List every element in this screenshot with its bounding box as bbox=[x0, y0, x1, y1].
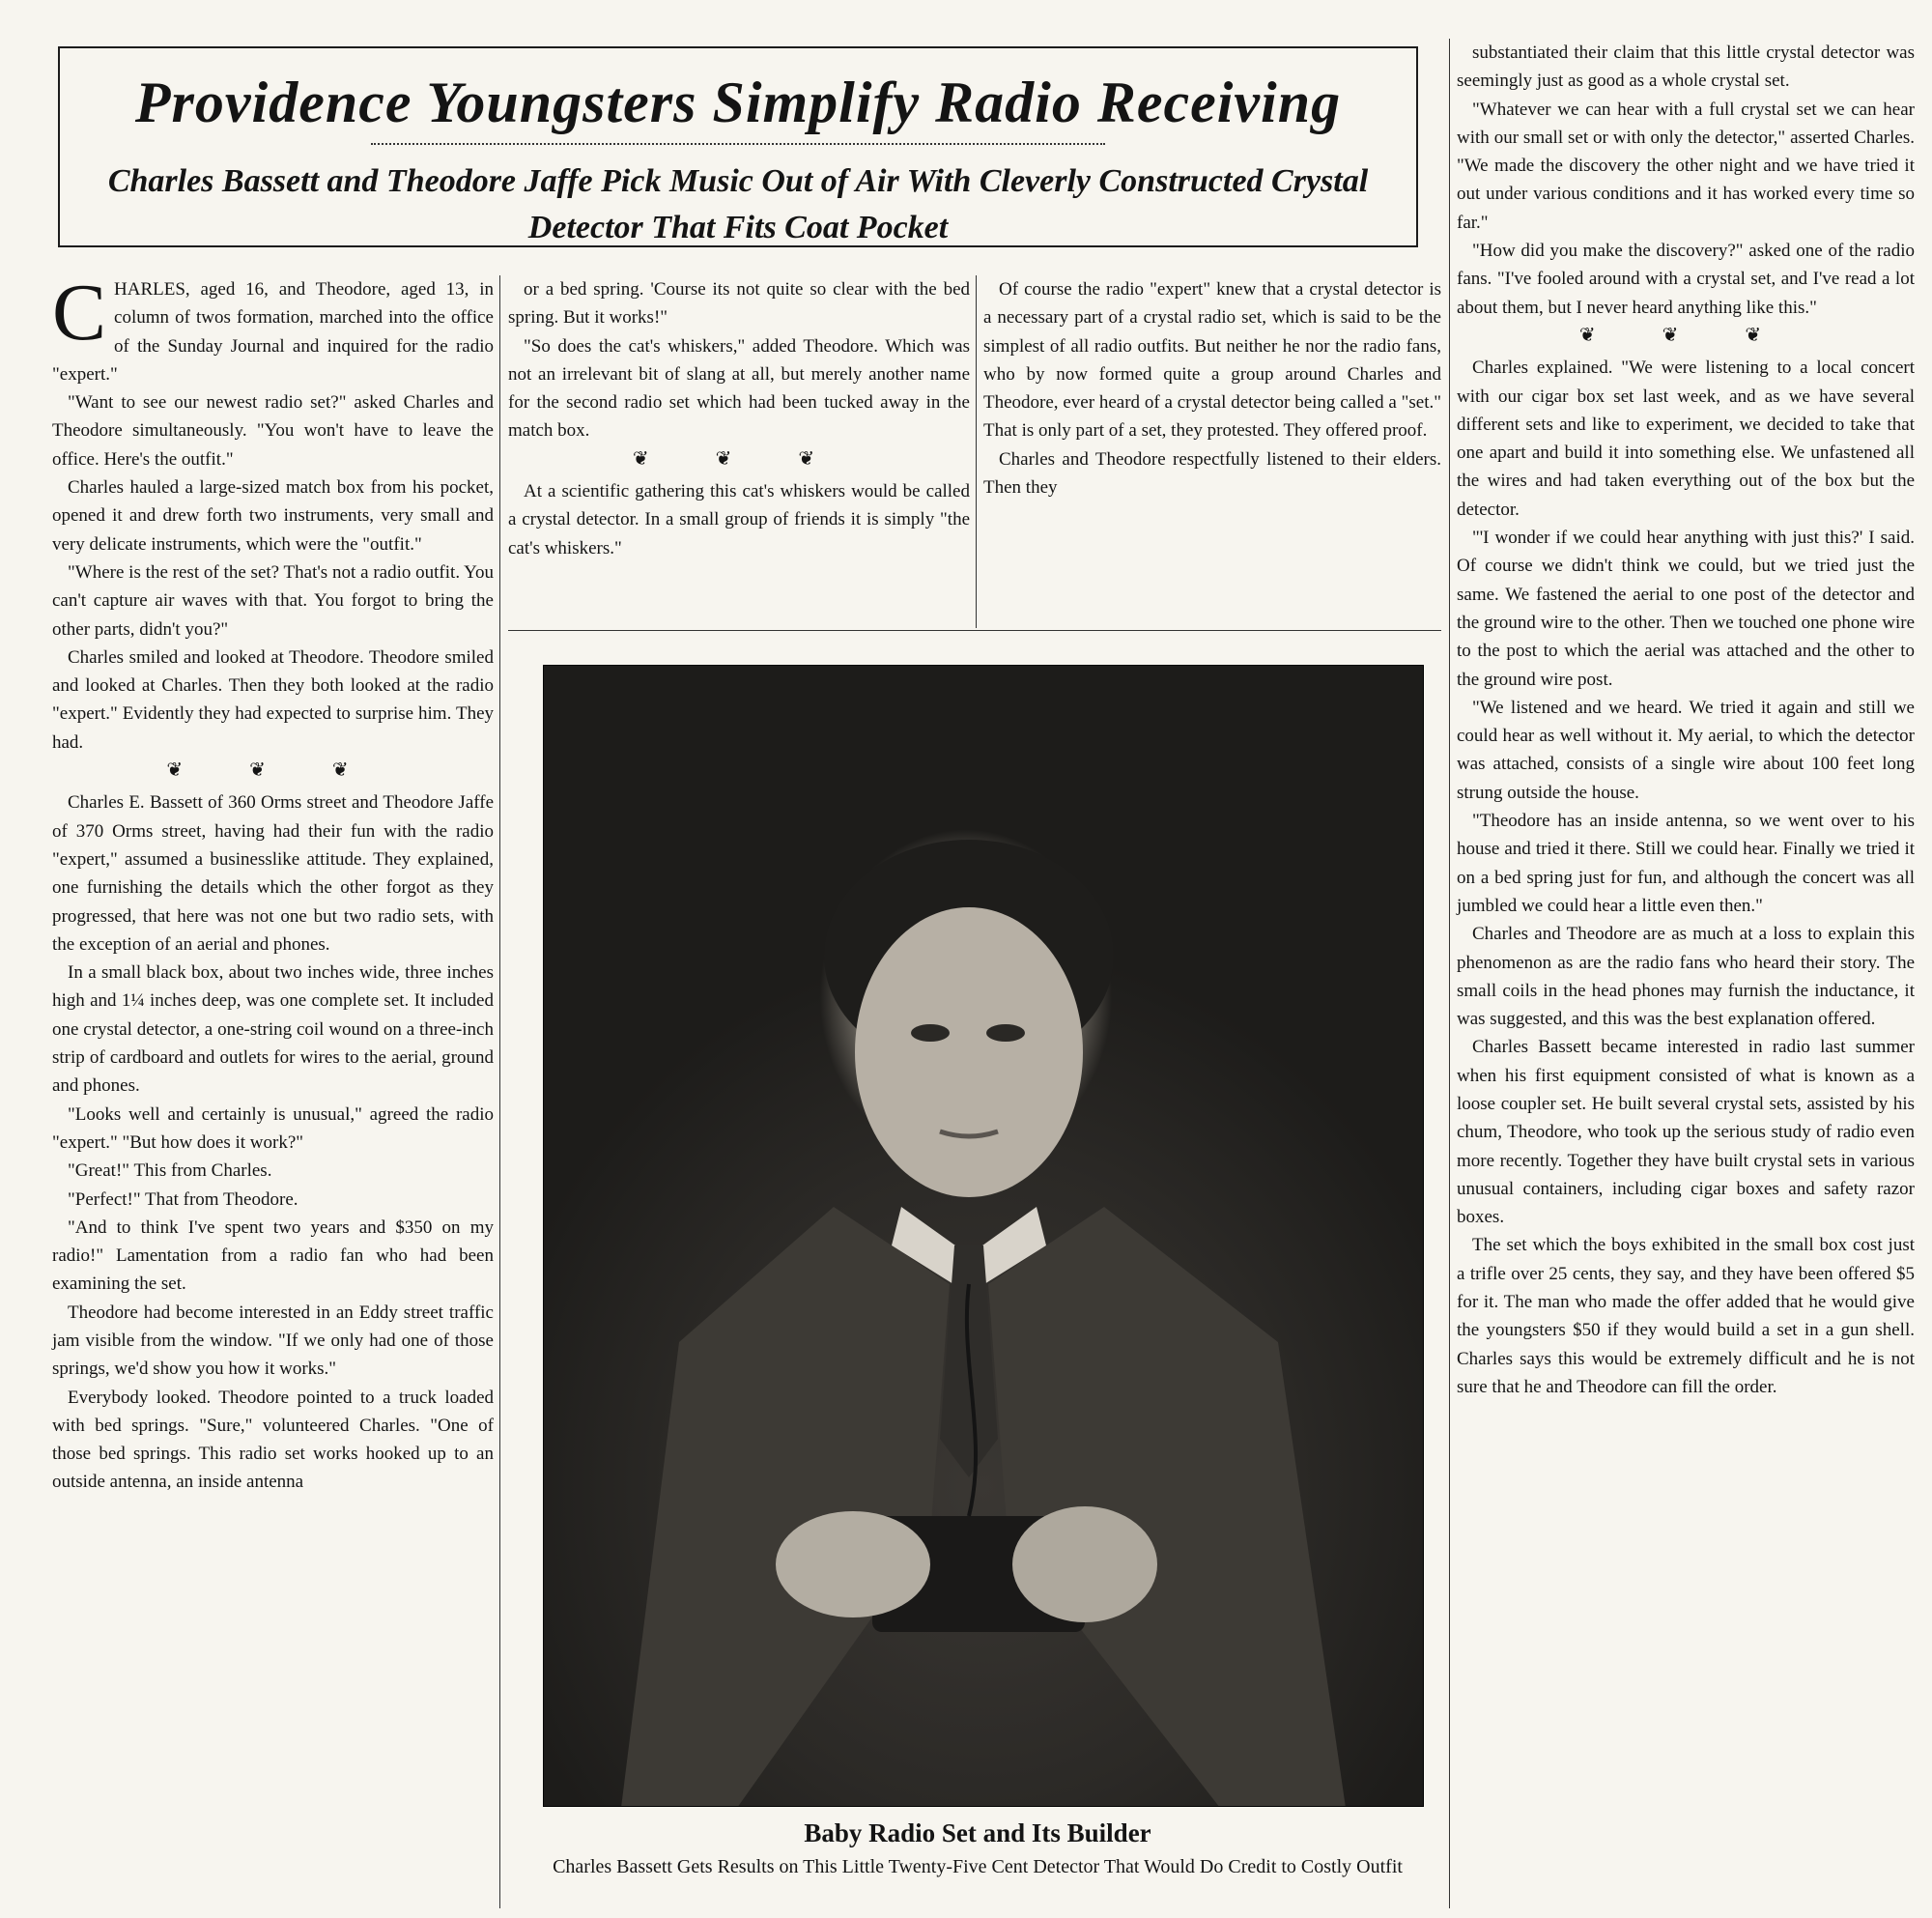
article-paragraph: Charles explained. "We were listening to a local concert with our cigar box set last week, and as we have several different sets and like to experiment, we decided to take that one apart and build it into something else. We unfastened all the wires and had taken everything out of the box but the detector. bbox=[1457, 358, 1915, 520]
article-paragraph: At a scientific gathering this cat's whiskers would be called a crystal detector. In a small group of friends it is simply "the cat's whiskers." bbox=[508, 481, 970, 558]
article-paragraph: "'I wonder if we could hear anything with just this?' I said. Of course we didn't think we could, but we tried just the same. We fastened the aerial to one post of the detector and the ground wire to the other. Then we touched one phone wire to the post to which the aerial was attached and the other to the ground wire post. bbox=[1457, 528, 1915, 690]
article-paragraph: "Perfect!" That from Theodore. bbox=[68, 1188, 298, 1210]
headline-box bbox=[58, 46, 1418, 247]
article-paragraph: "Want to see our newest radio set?" asked Charles and Theodore simultaneously. "You won't have to leave the office. Here's the outfit." bbox=[52, 392, 494, 470]
photo-caption-title: Baby Radio Set and Its Builder bbox=[804, 1818, 1151, 1847]
article-paragraph: Charles Bassett became interested in radio last summer when his first equipment consisted of what is known as a loose coupler set. He built several crystal sets, assisted by his chum, Theodore, who took up the serious study of radio even more recently. Together they have built crystal sets in various unusual containers, including cigar boxes and safety razor boxes. bbox=[1457, 1037, 1915, 1228]
article-paragraph: Charles smiled and looked at Theodore. Theodore smiled and looked at Charles. Then they both looked at the radio "expert." Evidently they had expected to surprise him. They had. bbox=[52, 646, 494, 753]
article-paragraph: The set which the boys exhibited in the small box cost just a trifle over 25 cents, they say, and they have been offered $5 for it. The man who made the offer added that he would give the youngsters $50 if they would build a set in a gun shell. Charles says this would be extremely difficult and he is not sure that he and Theodore can fill the order. bbox=[1457, 1235, 1915, 1397]
article-paragraph: "Theodore has an inside antenna, so we went over to his house and tried it there. Still we could hear. Finally we tried it on a bed spring just for fun, and although the concert was all jumbled we could hear a little even then." bbox=[1457, 811, 1915, 916]
article-paragraph: Charles hauled a large-sized match box from his pocket, opened it and drew forth two instruments, very small and very delicate instruments, which were the "outfit." bbox=[52, 477, 494, 555]
boy-with-radio-photo bbox=[543, 665, 1424, 1807]
photo-illustration bbox=[544, 666, 1424, 1807]
article-paragraph: "And to think I've spent two years and $350 on my radio!" Lamentation from a radio fan who had been examining the set. bbox=[52, 1217, 494, 1295]
article-paragraph: "Where is the rest of the set? That's not a radio outfit. You can't capture air waves with that. You forgot to bring the other parts, didn't you?" bbox=[52, 561, 494, 640]
article-paragraph: "We listened and we heard. We tried it again and still we could hear as well without it. My aerial, to which the detector was attached, consists of a single wire about 100 feet long strung outside the house. bbox=[1457, 697, 1915, 803]
column-divider bbox=[1449, 39, 1450, 1908]
article-paragraph: "Looks well and certainly is unusual," agreed the radio "expert." "But how does it work?" bbox=[52, 1103, 494, 1153]
ornament-divider: ❦ ❦ ❦ bbox=[632, 447, 846, 470]
drop-cap: C bbox=[52, 268, 107, 358]
ornament-divider: ❦ ❦ ❦ bbox=[166, 759, 380, 782]
article-column-4 bbox=[1457, 39, 1915, 1401]
headline-subtitle: Charles Bassett and Theodore Jaffe Pick Music Out of Air With Cleverly Constructed Crystal Detector That Fits Coat Pocket bbox=[107, 163, 1369, 245]
article-paragraph: or a bed spring. 'Course its not quite so clear with the bed spring. But it works!" bbox=[508, 279, 970, 329]
article-paragraph: Of course the radio "expert" knew that a crystal detector is a necessary part of a crystal radio set, which is said to be the simplest of all radio outfits. But neither he nor the radio fans, who by now formed quite a group around Charles and Theodore, ever heard of a crystal detector being called a "set." That is only part of a set, they protested. They offered proof. bbox=[983, 279, 1441, 442]
title-divider bbox=[371, 143, 1105, 145]
article-paragraph: In a small black box, about two inches wide, three inches high and 1¼ inches deep, was one complete set. It included one crystal detector, a one-string coil wound on a three-inch strip of cardboard and outlets for wires to the aerial, ground and phones. bbox=[52, 962, 494, 1097]
article-paragraph: Theodore had become interested in an Eddy street traffic jam visible from the window. "If we only had one of those springs, we'd show you how it works." bbox=[52, 1302, 494, 1380]
article-paragraph: Charles and Theodore are as much at a loss to explain this phenomenon as are the radio fans who heard their story. The small coils in the head phones may furnish the inductance, it was suggested, and this was the best explanation offered. bbox=[1457, 924, 1915, 1030]
article-paragraph: substantiated their claim that this little crystal detector was seemingly just as good as a whole crystal set. bbox=[1457, 43, 1915, 92]
headline-title: Providence Youngsters Simplify Radio Receiving bbox=[134, 71, 1342, 134]
article-paragraph: Charles and Theodore respectfully listened to their elders. Then they bbox=[983, 448, 1441, 499]
photo-caption-subtitle: Charles Bassett Gets Results on This Little Twenty-Five Cent Detector That Would Do Credit to Costly Outfit bbox=[553, 1856, 1403, 1877]
article-paragraph: "How did you make the discovery?" asked one of the radio fans. "I've fooled around with a crystal set, and I've read a lot about them, but I never heard anything like this." bbox=[1457, 241, 1915, 318]
article-column-2 bbox=[508, 275, 970, 562]
article-paragraph: Charles E. Bassett of 360 Orms street and Theodore Jaffe of 370 Orms street, having had their fun with the radio "expert," assumed a businesslike attitude. They explained, one furnishing the details which the other forgot as they progressed, that here was not one but two radio sets, with the exception of an aerial and phones. bbox=[52, 792, 494, 955]
article-column-3 bbox=[983, 275, 1441, 501]
article-paragraph: "So does the cat's whiskers," added Theodore. Which was not an irrelevant bit of slang at all, but merely another name for the second radio set which had been tucked away in the match box. bbox=[508, 335, 970, 442]
article-paragraph: CHARLES, aged 16, and Theodore, aged 13, in column of twos formation, marched into the office of the Sunday Journal and inquired for the radio "expert." bbox=[52, 268, 494, 385]
article-paragraph: Everybody looked. Theodore pointed to a truck loaded with bed springs. "Sure," volunteered Charles. "One of those bed springs. This radio set works hooked up to an outside antenna, an inside antenna bbox=[52, 1387, 494, 1493]
article-column-1 bbox=[52, 268, 494, 1497]
column-divider bbox=[976, 275, 977, 628]
article-paragraph: "Great!" This from Charles. bbox=[68, 1160, 272, 1182]
section-divider bbox=[508, 630, 1441, 631]
article-paragraph: "Whatever we can hear with a full crystal set we can hear with our small set or with only the detector," asserted Charles. "We made the discovery the other night and we have tried it out under various conditions and it has worked every time so far." bbox=[1457, 99, 1915, 233]
ornament-divider: ❦ ❦ ❦ bbox=[1578, 324, 1793, 346]
column-divider bbox=[499, 275, 500, 1908]
